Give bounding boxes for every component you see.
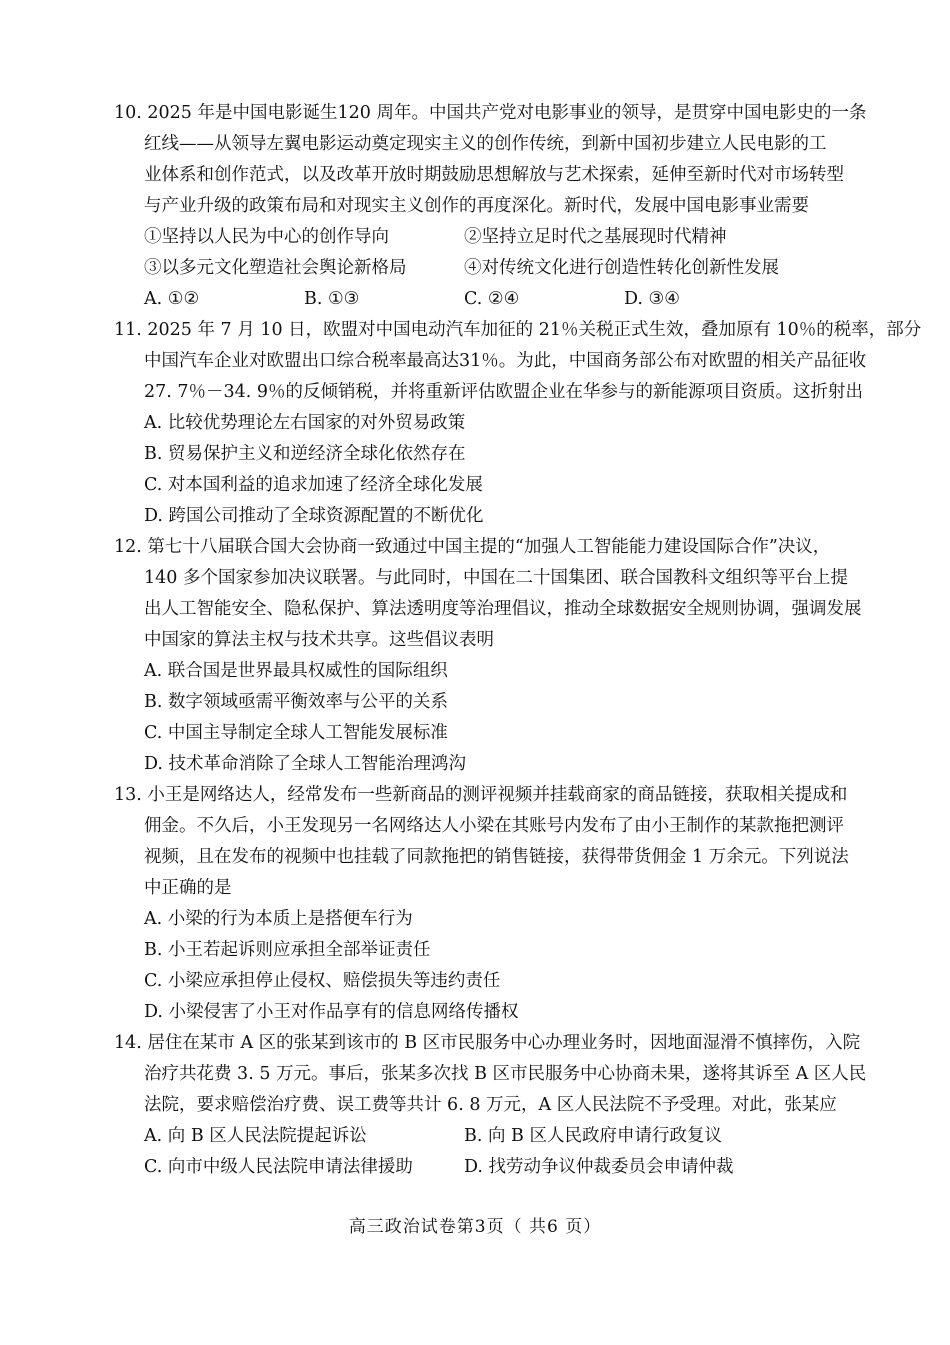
stem-line: 10. 2025 年是中国电影诞生120 周年。中国共产党对电影事业的领导，是贯穿中国电影史的一条	[114, 103, 867, 123]
stem-line: 治疗共花费 3. 5 万元。事后，张某多次找 B 区市民服务中心协商未果，遂将其诉至 A 区人民	[144, 1064, 867, 1084]
options-row	[112, 1152, 852, 1183]
stem-line: 视频，且在发布的视频中也挂载了同款拖把的销售链接，获得带货佣金 1 万余元。下列说法	[144, 847, 849, 867]
option-c[interactable]: C. 中国主导制定全球人工智能发展标准	[144, 723, 448, 743]
options-row	[112, 284, 852, 315]
option-d[interactable]: D. 找劳动争议仲裁委员会申请仲裁	[464, 1157, 734, 1177]
statements-row	[112, 222, 852, 253]
option-a[interactable]: A. 联合国是世界最具权威性的国际组织	[144, 661, 448, 681]
stem-line: 13. 小王是网络达人，经常发布一些新商品的测评视频并挂载商家的商品链接，获取相关提成和	[114, 785, 848, 805]
stem-line: 12. 第七十八届联合国大会协商一致通过中国主提的“加强人工智能能力建设国际合作”决议，	[114, 537, 831, 557]
option-b[interactable]: B. 贸易保护主义和逆经济全球化依然存在	[144, 444, 466, 464]
option-a[interactable]: A. 比较优势理论左右国家的对外贸易政策	[144, 413, 466, 433]
stem-line: 中正确的是	[144, 878, 232, 898]
stem-line: 法院，要求赔偿治疗费、误工费等共计 6. 8 万元，A 区人民法院不予受理。对此，张某应	[144, 1095, 837, 1115]
stem-line: 140 多个国家参加决议联署。与此同时，中国在二十国集团、联合国教科文组织等平台上提	[144, 568, 848, 588]
option-b[interactable]: B. ①③	[304, 289, 360, 309]
option-c[interactable]: C. 小梁应承担停止侵权、赔偿损失等违约责任	[144, 971, 501, 991]
stem-line: 中国汽车企业对欧盟出口综合税率最高达31％。为此，中国商务部公布对欧盟的相关产品征收	[144, 351, 867, 371]
question-13	[112, 780, 852, 1028]
question-stem	[112, 1028, 867, 1121]
question-stem	[112, 315, 922, 408]
stem-line: 佣金。不久后，小王发现另一名网络达人小梁在其账号内发布了由小王制作的某款拖把测评	[144, 816, 844, 836]
option-d[interactable]: D. 跨国公司推动了全球资源配置的不断优化	[144, 506, 484, 526]
option-a[interactable]: A. 向 B 区人民法院提起诉讼	[144, 1126, 367, 1146]
option-c[interactable]: C. 对本国利益的追求加速了经济全球化发展	[144, 475, 483, 495]
option-b[interactable]: B. 数字领域亟需平衡效率与公平的关系	[144, 692, 448, 712]
option-a[interactable]: A. 小梁的行为本质上是搭便车行为	[144, 909, 413, 929]
question-10	[112, 98, 867, 315]
stem-line: 中国家的算法主权与技术共享。这些倡议表明	[144, 630, 494, 650]
statement-4: ④对传统文化进行创造性转化创新性发展	[464, 258, 779, 278]
statements-row	[112, 253, 852, 284]
statement-2: ②坚持立足时代之基展现时代精神	[464, 227, 727, 247]
option-d[interactable]: D. ③④	[624, 289, 680, 309]
stem-line: 11. 2025 年 7 月 10 日，欧盟对中国电动汽车加征的 21％关税正式生效，叠加原有 10％的税率，部分	[114, 320, 922, 340]
question-11	[112, 315, 922, 532]
option-c[interactable]: C. ②④	[464, 289, 520, 309]
page-footer: 高三政治试卷第3页（ 共6 页）	[348, 1217, 602, 1237]
option-a[interactable]: A. ①②	[144, 289, 200, 309]
question-14	[112, 1028, 867, 1183]
stem-line: 27. 7％－34. 9％的反倾销税，并将重新评估欧盟企业在华参与的新能源项目资质。这折射出	[144, 382, 864, 402]
stem-line: 与产业升级的政策布局和对现实主义创作的再度深化。新时代，发展中国电影事业需要	[144, 196, 809, 216]
statement-3: ③以多元文化塑造社会舆论新格局	[144, 258, 407, 278]
stem-line: 红线——从领导左翼电影运动奠定现实主义的创作传统，到新中国初步建立人民电影的工	[144, 134, 827, 154]
option-d[interactable]: D. 技术革命消除了全球人工智能治理鸿沟	[144, 754, 467, 774]
question-stem	[112, 780, 852, 904]
stem-line: 14. 居住在某市 A 区的张某到该市的 B 区市民服务中心办理业务时，因地面湿滑不慎摔伤，入院	[114, 1033, 861, 1053]
option-d[interactable]: D. 小梁侵害了小王对作品享有的信息网络传播权	[144, 1002, 519, 1022]
stem-line: 出人工智能安全、隐私保护、算法透明度等治理倡议，推动全球数据安全规则协调，强调发展	[144, 599, 862, 619]
question-stem	[112, 532, 862, 656]
question-12	[112, 532, 862, 780]
stem-line: 业体系和创作范式，以及改革开放时期鼓励思想解放与艺术探索，延伸至新时代对市场转型	[144, 165, 844, 185]
statement-1: ①坚持以人民为中心的创作导向	[144, 227, 389, 247]
question-stem	[112, 98, 867, 222]
options-row	[112, 1121, 852, 1152]
option-c[interactable]: C. 向市中级人民法院申请法律援助	[144, 1157, 413, 1177]
option-b[interactable]: B. 小王若起诉则应承担全部举证责任	[144, 940, 431, 960]
option-b[interactable]: B. 向 B 区人民政府申请行政复议	[464, 1126, 722, 1146]
